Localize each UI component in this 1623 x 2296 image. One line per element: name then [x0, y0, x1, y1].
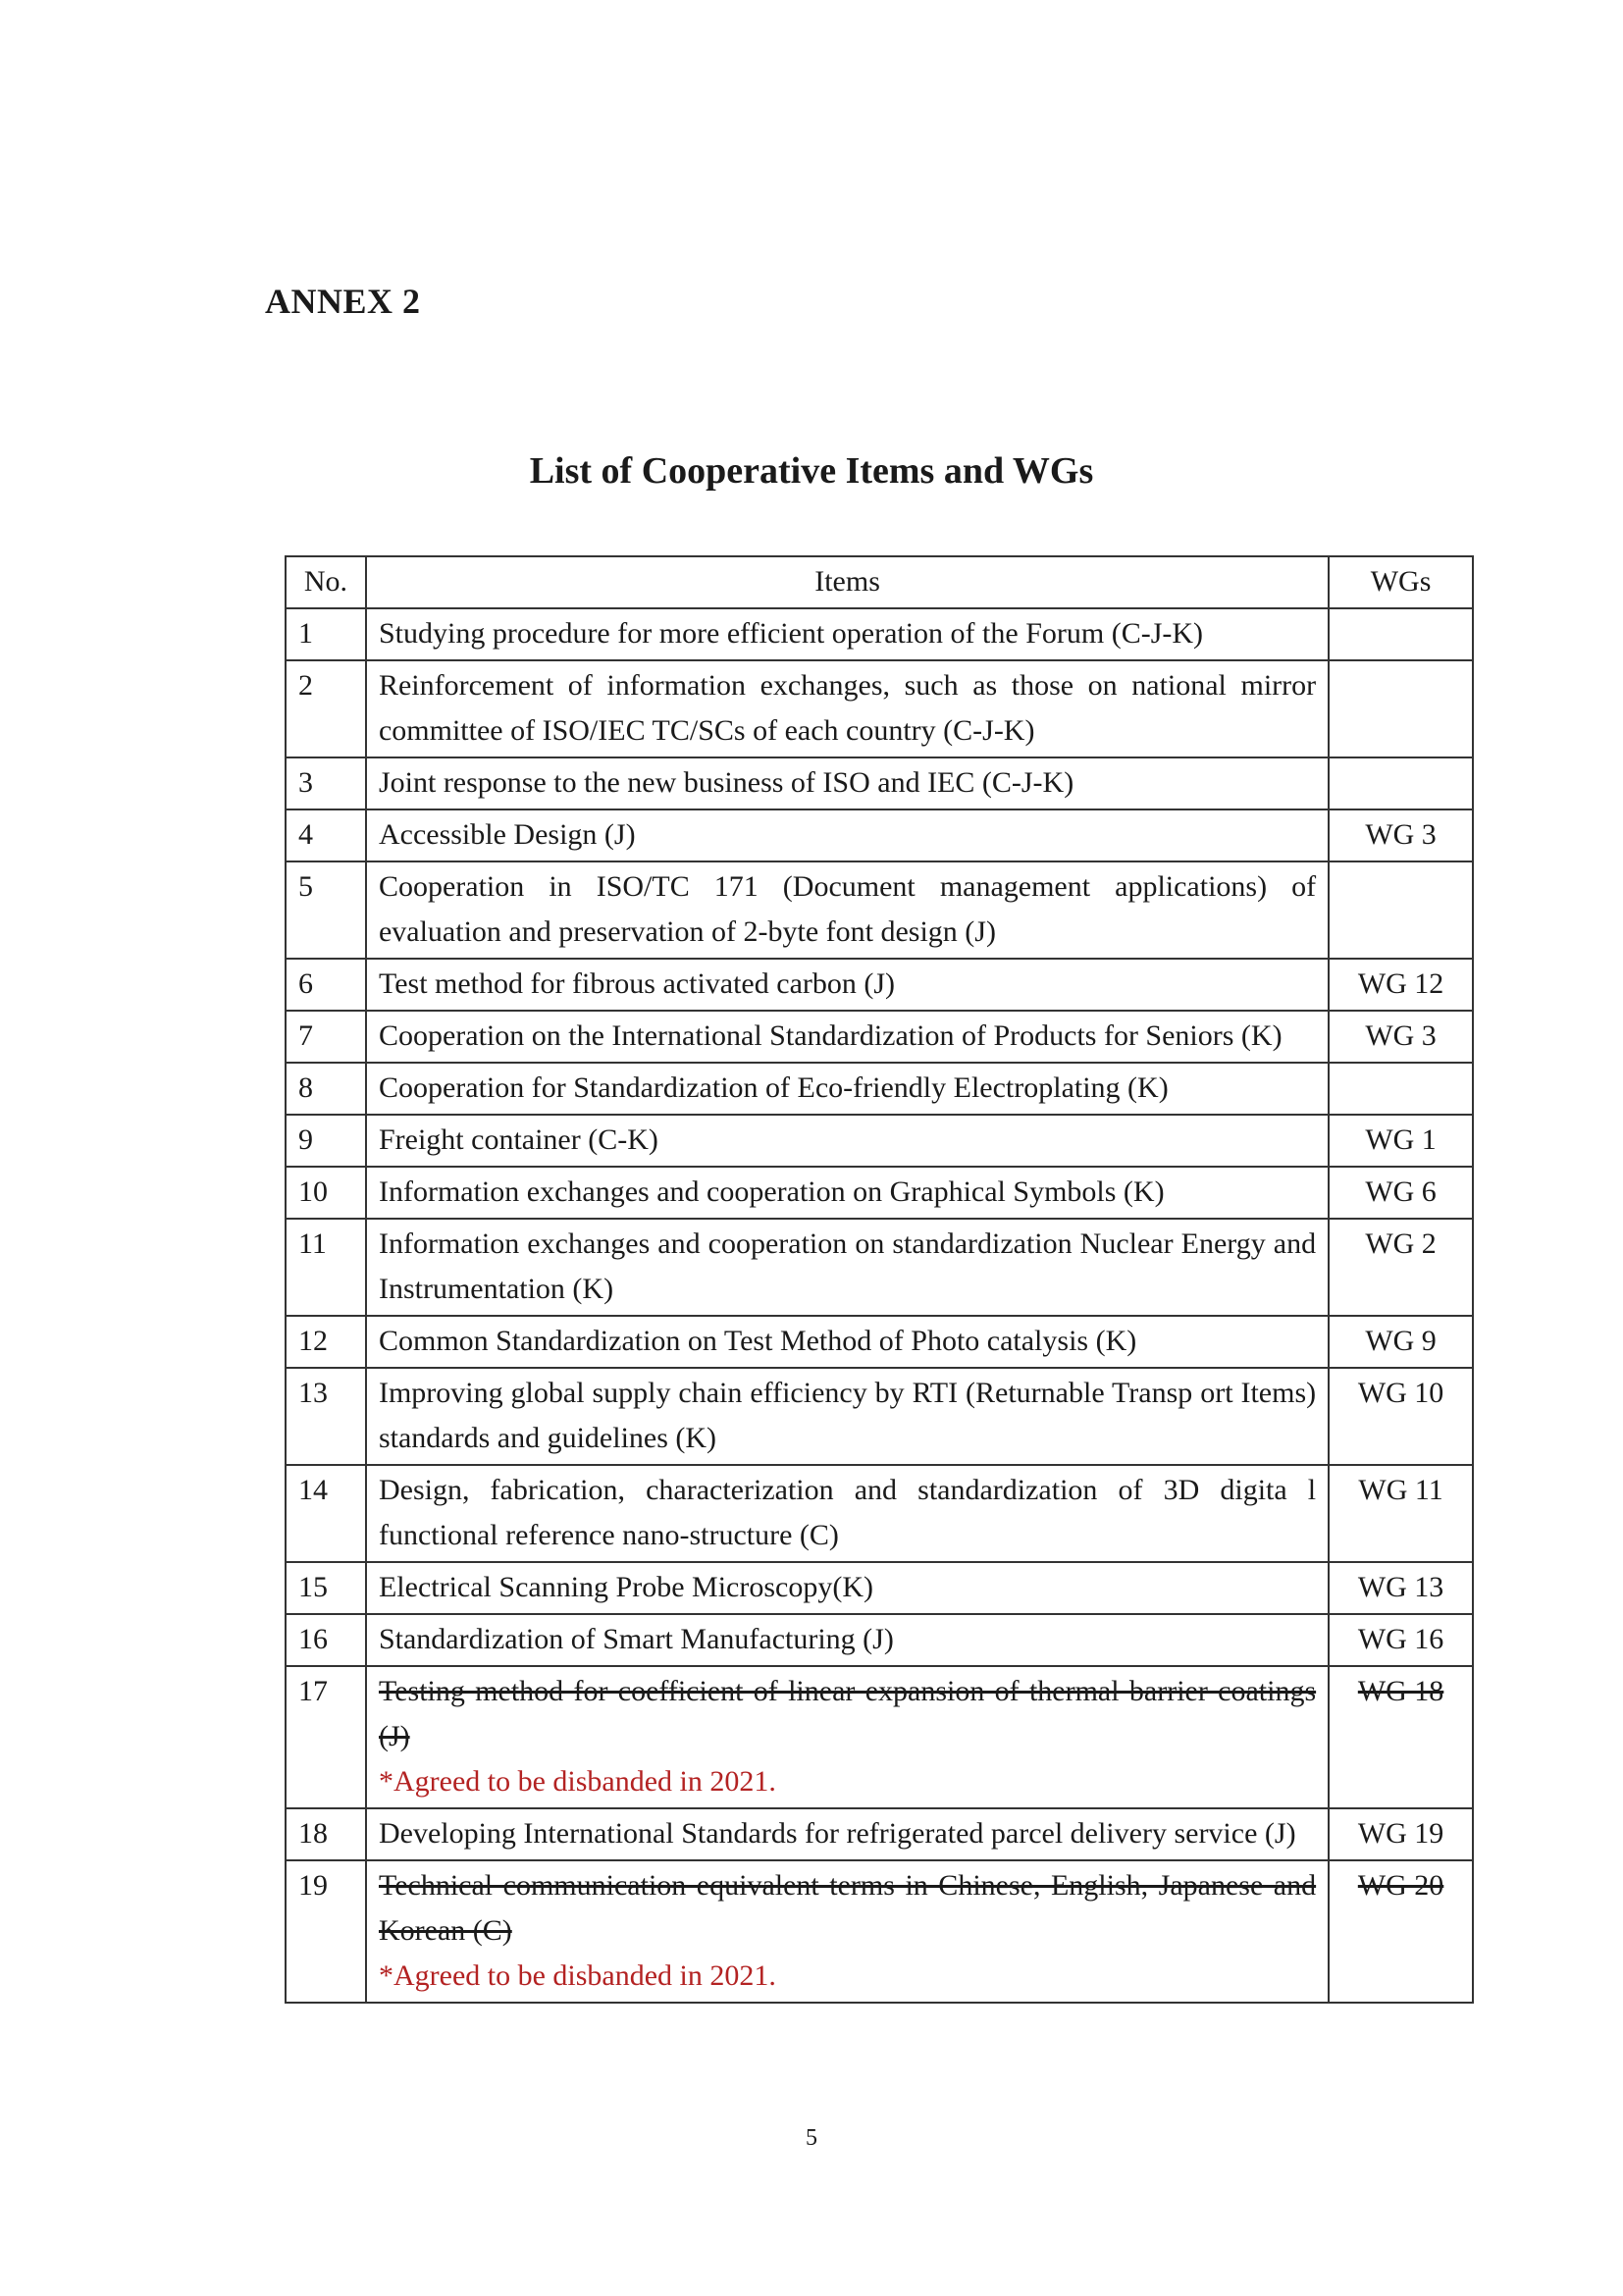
header-items: Items [366, 556, 1329, 608]
row-item: Test method for fibrous activated carbon (J) [366, 959, 1329, 1011]
row-wg: WG 9 [1329, 1316, 1473, 1368]
table-row [286, 959, 1473, 1011]
table-row [286, 1115, 1473, 1167]
disband-note: *Agreed to be disbanded in 2021. [378, 1959, 776, 1992]
header-no: No. [286, 556, 366, 608]
row-number: 10 [286, 1167, 366, 1219]
row-number: 18 [286, 1808, 366, 1860]
table-row [286, 1011, 1473, 1063]
row-wg [1329, 1063, 1473, 1115]
row-number: 7 [286, 1011, 366, 1063]
table-header-row [286, 556, 1473, 608]
row-wg: WG 11 [1329, 1465, 1473, 1562]
table-row [286, 1063, 1473, 1115]
row-number: 1 [286, 608, 366, 660]
row-number: 14 [286, 1465, 366, 1562]
page-number: 5 [806, 2125, 817, 2151]
row-wg [1329, 861, 1473, 959]
row-item-cell [366, 1666, 1329, 1808]
row-wg: WG 6 [1329, 1167, 1473, 1219]
row-wg: WG 3 [1329, 809, 1473, 861]
row-item: Cooperation in ISO/TC 171 (Document management applications) of evaluation and preservation of 2-byte font design (J) [366, 861, 1329, 959]
row-item: Standardization of Smart Manufacturing (J) [366, 1614, 1329, 1666]
table-row [286, 1465, 1473, 1562]
table-row [286, 608, 1473, 660]
row-number: 3 [286, 757, 366, 809]
row-number: 17 [286, 1666, 366, 1808]
row-item: Common Standardization on Test Method of Photo catalysis (K) [366, 1316, 1329, 1368]
row-wg [1329, 660, 1473, 757]
table-row [286, 1368, 1473, 1465]
table-row [286, 1614, 1473, 1666]
disband-note: *Agreed to be disbanded in 2021. [378, 1765, 776, 1798]
row-item: Joint response to the new business of ISO and IEC (C-J-K) [366, 757, 1329, 809]
cooperative-items-table [285, 555, 1474, 2004]
table-row [286, 757, 1473, 809]
table-row [286, 1808, 1473, 1860]
row-number: 6 [286, 959, 366, 1011]
row-number: 8 [286, 1063, 366, 1115]
row-wg: WG 19 [1329, 1808, 1473, 1860]
row-wg: WG 3 [1329, 1011, 1473, 1063]
table-row [286, 1316, 1473, 1368]
row-item: Information exchanges and cooperation on Graphical Symbols (K) [366, 1167, 1329, 1219]
row-item: Developing International Standards for refrigerated parcel delivery service (J) [366, 1808, 1329, 1860]
document-title: List of Cooperative Items and WGs [529, 450, 1094, 492]
row-item-cell [366, 1860, 1329, 2003]
row-number: 9 [286, 1115, 366, 1167]
row-item: Studying procedure for more efficient operation of the Forum (C-J-K) [366, 608, 1329, 660]
row-item: Improving global supply chain efficiency by RTI (Returnable Transp ort Items) standards and guidelines (K) [366, 1368, 1329, 1465]
row-number: 12 [286, 1316, 366, 1368]
row-number: 19 [286, 1860, 366, 2003]
table-row [286, 1562, 1473, 1614]
annex-heading: ANNEX 2 [265, 282, 421, 321]
row-number: 5 [286, 861, 366, 959]
row-item: Freight container (C-K) [366, 1115, 1329, 1167]
row-wg: WG 2 [1329, 1219, 1473, 1316]
row-number: 4 [286, 809, 366, 861]
row-number: 13 [286, 1368, 366, 1465]
row-item-struck: Technical communication equivalent terms in Chinese, English, Japanese and Korean (C) [378, 1869, 1317, 1947]
row-item: Accessible Design (J) [366, 809, 1329, 861]
table-row-disbanded [286, 1860, 1473, 2003]
table-row [286, 1167, 1473, 1219]
row-item: Cooperation on the International Standardization of Products for Seniors (K) [366, 1011, 1329, 1063]
row-item: Information exchanges and cooperation on standardization Nuclear Energy and Instrumentation (K) [366, 1219, 1329, 1316]
row-wg-struck: WG 20 [1329, 1860, 1473, 2003]
row-item: Design, fabrication, characterization and standardization of 3D digita l functional reference nano-structure (C) [366, 1465, 1329, 1562]
row-wg-struck: WG 18 [1329, 1666, 1473, 1808]
row-wg: WG 10 [1329, 1368, 1473, 1465]
header-wgs: WGs [1329, 556, 1473, 608]
row-wg [1329, 608, 1473, 660]
table-row-disbanded [286, 1666, 1473, 1808]
table-row [286, 1219, 1473, 1316]
row-number: 11 [286, 1219, 366, 1316]
row-item-struck: Testing method for coefficient of linear expansion of thermal barrier coatings (J) [378, 1675, 1317, 1752]
row-item: Electrical Scanning Probe Microscopy(K) [366, 1562, 1329, 1614]
row-wg [1329, 757, 1473, 809]
table-row [286, 809, 1473, 861]
row-wg: WG 12 [1329, 959, 1473, 1011]
row-wg: WG 13 [1329, 1562, 1473, 1614]
row-wg: WG 16 [1329, 1614, 1473, 1666]
row-number: 2 [286, 660, 366, 757]
row-item: Cooperation for Standardization of Eco-friendly Electroplating (K) [366, 1063, 1329, 1115]
row-number: 16 [286, 1614, 366, 1666]
row-item: Reinforcement of information exchanges, such as those on national mirror committee of ISO/IEC TC/SCs of each country (C-J-K) [366, 660, 1329, 757]
row-wg: WG 1 [1329, 1115, 1473, 1167]
table-row [286, 660, 1473, 757]
table-row [286, 861, 1473, 959]
row-number: 15 [286, 1562, 366, 1614]
